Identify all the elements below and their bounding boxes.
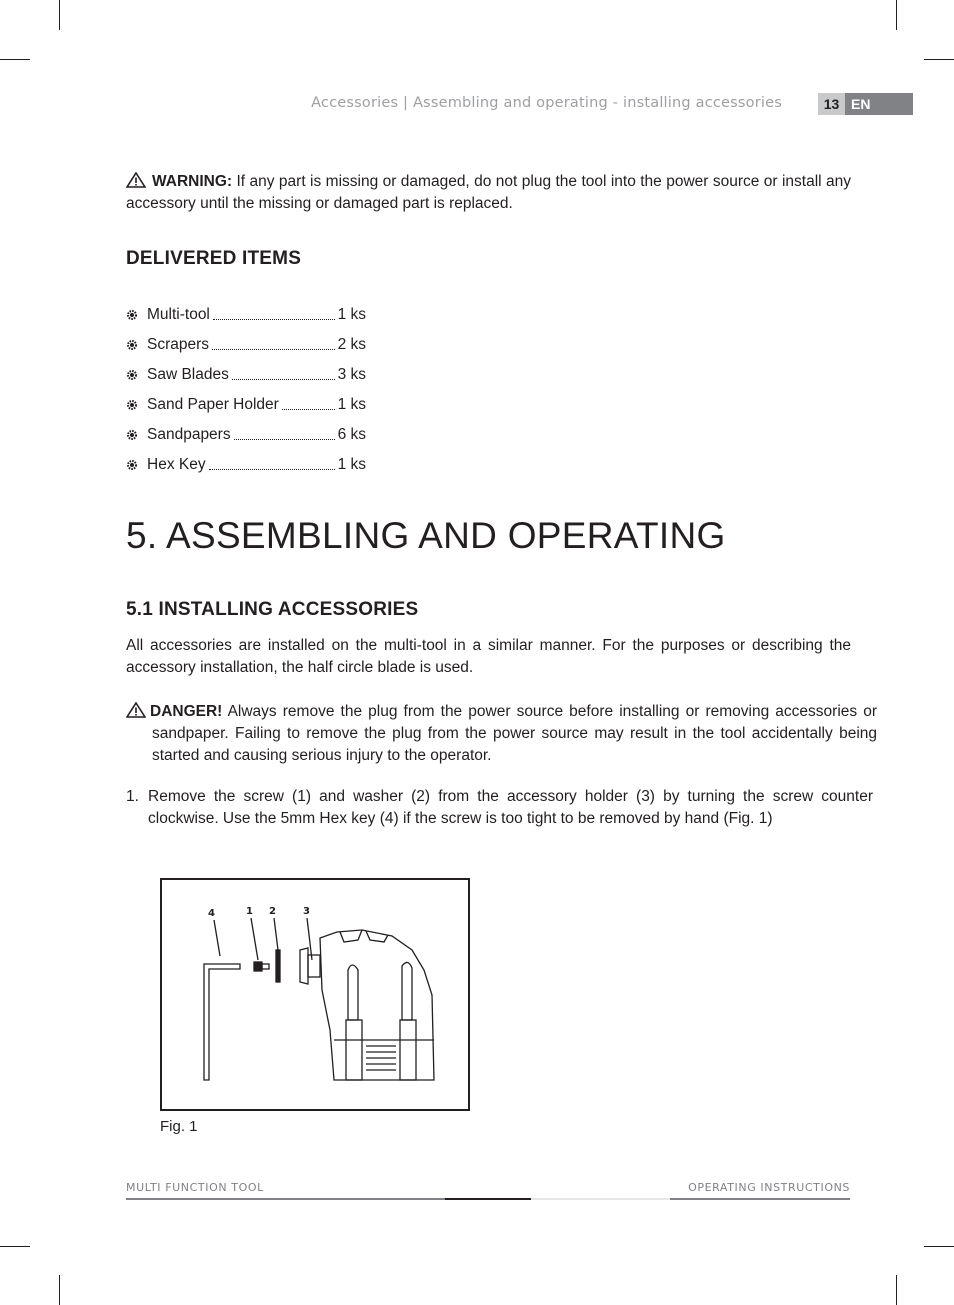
delivered-items-list	[126, 300, 366, 480]
gear-bullet-icon	[126, 309, 138, 321]
gear-bullet-icon	[126, 429, 138, 441]
warning-icon	[126, 172, 146, 188]
callout-label-4: 4	[208, 908, 215, 919]
footer-rule	[531, 1198, 670, 1200]
list-item	[126, 330, 366, 360]
gear-bullet-icon	[126, 339, 138, 351]
item-name: Sand Paper Holder	[147, 396, 279, 413]
intro-paragraph: All accessories are installed on the multi-tool in a similar manner. For the purposes or describing the accessory installation, the half circle blade is used.	[126, 637, 851, 676]
leader-dots	[212, 348, 335, 350]
item-name: Hex Key	[147, 456, 206, 473]
language-tag: EN	[845, 93, 913, 115]
crop-mark	[924, 1246, 954, 1247]
callout-label-2: 2	[269, 906, 276, 917]
warning-paragraph	[126, 171, 851, 215]
list-item	[126, 300, 366, 330]
warning-icon	[126, 702, 146, 718]
crop-mark	[896, 0, 897, 30]
item-qty: 1 ks	[337, 456, 366, 473]
footer-rule	[126, 1198, 445, 1200]
figure-caption: Fig. 1	[160, 1118, 198, 1135]
delivered-items-heading: DELIVERED ITEMS	[126, 248, 302, 269]
tool-illustration	[162, 880, 468, 1109]
gear-bullet-icon	[126, 369, 138, 381]
callout-label-3: 3	[303, 906, 310, 917]
item-name: Saw Blades	[147, 366, 229, 383]
item-qty: 1 ks	[337, 396, 366, 413]
list-item	[126, 360, 366, 390]
item-name: Sandpapers	[147, 426, 231, 443]
subsection-title: 5.1 INSTALLING ACCESSORIES	[126, 599, 419, 620]
section-title: 5. ASSEMBLING AND OPERATING	[126, 515, 726, 556]
header-breadcrumb: Accessories | Assembling and operating - installing accessories	[311, 95, 782, 111]
leader-dots	[209, 468, 335, 470]
crop-mark	[924, 59, 954, 60]
item-qty: 2 ks	[337, 336, 366, 353]
danger-label: DANGER!	[150, 703, 223, 720]
step-text: Remove the screw (1) and washer (2) from the accessory holder (3) by turning the screw counter clockwise. Use the 5mm Hex key (4) if the screw is too tight to be removed by hand (Fig. 1)	[148, 788, 873, 827]
item-name: Multi-tool	[147, 306, 210, 323]
crop-mark	[896, 1275, 897, 1305]
gear-bullet-icon	[126, 459, 138, 471]
warning-label: WARNING:	[152, 173, 233, 190]
leader-dots	[234, 438, 335, 440]
list-item	[126, 390, 366, 420]
page-number: 13	[818, 93, 845, 115]
crop-mark	[0, 1246, 30, 1247]
crop-mark	[0, 59, 30, 60]
danger-text: Always remove the plug from the power source before installing or removing accessories or sandpaper. Failing to remove the plug from the power source may result in the tool accidentally being started and causing serious injury to the operator.	[152, 703, 878, 764]
leader-dots	[213, 318, 335, 320]
crop-mark	[59, 0, 60, 30]
footer-left-text: MULTI FUNCTION TOOL	[126, 1181, 264, 1194]
item-qty: 3 ks	[337, 366, 366, 383]
gear-bullet-icon	[126, 399, 138, 411]
leader-dots	[282, 408, 335, 410]
crop-mark	[59, 1275, 60, 1305]
item-qty: 6 ks	[337, 426, 366, 443]
leader-dots	[232, 378, 335, 380]
warning-text: If any part is missing or damaged, do not plug the tool into the power source or install any accessory until the missing or damaged part is replaced.	[126, 173, 852, 212]
footer-rule	[670, 1198, 850, 1200]
item-qty: 1 ks	[337, 306, 366, 323]
step-paragraph	[126, 786, 873, 830]
danger-paragraph	[126, 701, 877, 767]
list-item	[126, 450, 366, 480]
figure-1	[160, 878, 470, 1111]
list-item	[126, 420, 366, 450]
step-number: 1.	[126, 788, 139, 805]
footer-right-text: OPERATING INSTRUCTIONS	[688, 1181, 850, 1194]
footer-rule-accent	[445, 1198, 531, 1200]
item-name: Scrapers	[147, 336, 210, 353]
callout-label-1: 1	[246, 906, 253, 917]
